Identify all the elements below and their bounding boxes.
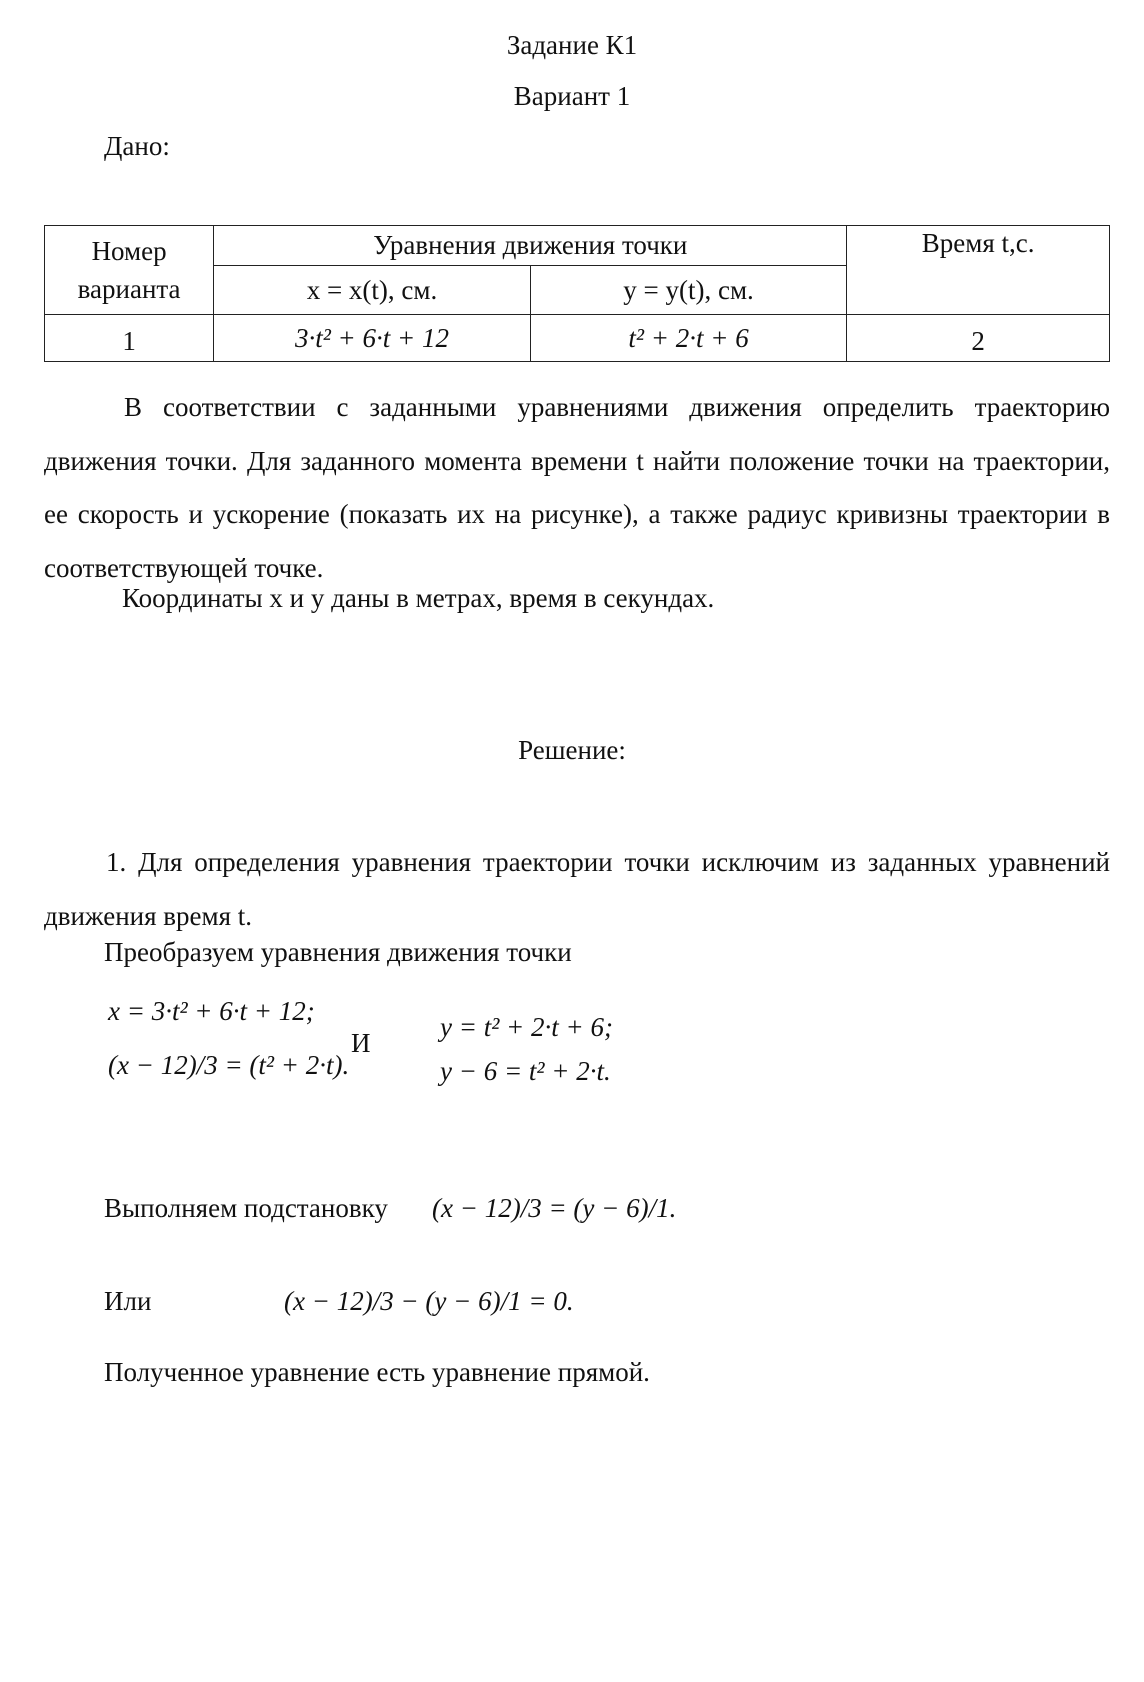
given-data-table [44, 225, 1110, 362]
given-label: Дано: [104, 131, 170, 161]
x-equation-line2: (x − 12)/3 = (t² + 2·t). [108, 1050, 350, 1080]
y-equation-line1: y = t² + 2·t + 6; [440, 1012, 613, 1042]
or-equation: (x − 12)/3 − (y − 6)/1 = 0. [284, 1286, 574, 1316]
or-label: Или [104, 1286, 152, 1316]
conclusion-text: Полученное уравнение есть уравнение прямой. [104, 1357, 650, 1387]
table-row [45, 315, 1110, 362]
cell-y-equation: t² + 2·t + 6 [530, 315, 847, 362]
col-y-subheader: y = y(t), см. [530, 266, 847, 315]
transform-text: Преобразуем уравнения движения точки [104, 937, 572, 967]
cell-variant: 1 [45, 315, 214, 362]
substitution-label: Выполняем подстановку [104, 1193, 388, 1223]
x-equation-line1: x = 3·t² + 6·t + 12; [108, 996, 315, 1026]
and-word: И [351, 1028, 371, 1058]
cell-time: 2 [847, 315, 1110, 362]
cell-x-equation: 3·t² + 6·t + 12 [214, 315, 531, 362]
y-equation-line2: y − 6 = t² + 2·t. [440, 1056, 611, 1086]
col-variant-header: Номер варианта [45, 226, 214, 315]
solution-heading: Решение: [518, 735, 626, 765]
step1-paragraph: 1. Для определения уравнения траектории точки исключим из заданных уравнений движения время t. [44, 847, 1110, 931]
variant-heading: Вариант 1 [513, 81, 631, 111]
units-note: Координаты x и y даны в метрах, время в секундах. [122, 583, 715, 613]
col-time-header: Время t,c. [847, 226, 1110, 315]
col-equations-header: Уравнения движения точки [214, 226, 847, 266]
substitution-equation: (x − 12)/3 = (y − 6)/1. [432, 1193, 677, 1223]
page-title: Задание К1 [506, 30, 638, 60]
task-paragraph: В соответствии с заданными уравнениями движения определить траекторию движения точки. Для заданного момента времени t найти положение точки на траектории, ее скорость и ускорение (показать их на рисунке), а также радиус кривизны траектории в соответствующей точке. [44, 392, 1110, 583]
col-x-subheader: x = x(t), см. [214, 266, 531, 315]
